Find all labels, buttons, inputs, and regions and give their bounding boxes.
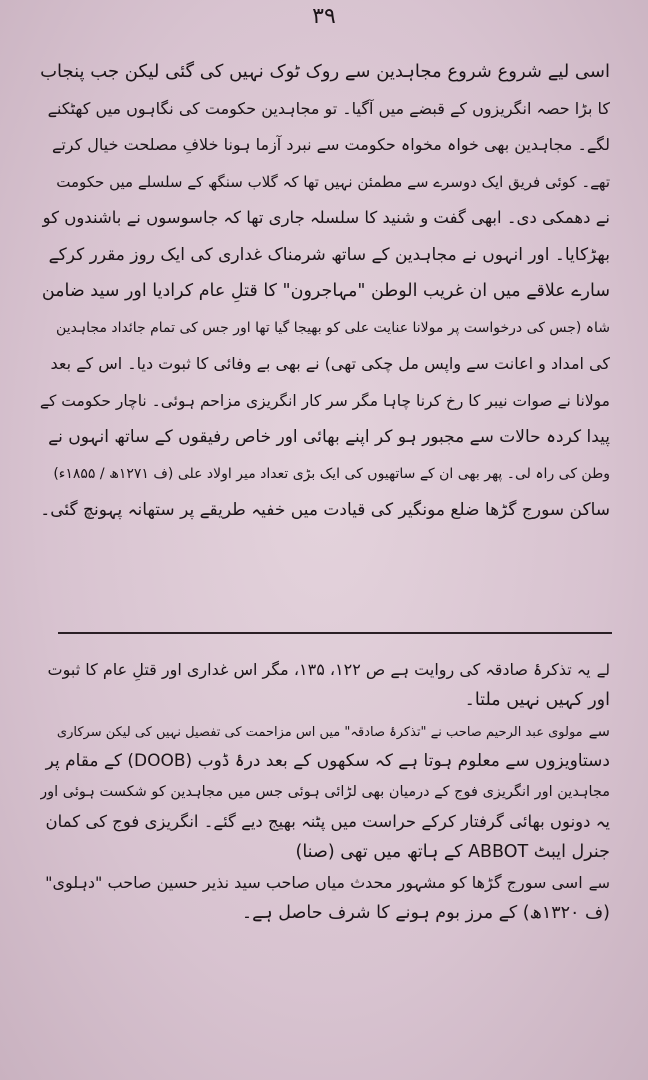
- footnote-line: مجاہدین اور انگریزی فوج کے درمیان بھی لڑائی ہوئی جس میں مجاہدین کو شکست ہوئی اور: [40, 783, 610, 800]
- body-line: بھڑکایا۔ اور انہوں نے مجاہدین کے ساتھ شرمناک غداری کی ایک روز مقرر کرکے: [48, 244, 610, 265]
- footnote-text: مولوی عبد الرحیم صاحب نے "تذکرۂ صادقہ" میں اس مزاحمت کی تفصیل نہیں کی لیکن سرکاری: [56, 724, 583, 740]
- footnote-line: یہ دونوں بھائی گرفتار کرکے حراست میں پٹنہ بھیج دیے گئے۔ انگریزی فوج کی کمان: [45, 811, 610, 831]
- footnote-line: [40, 655, 610, 685]
- footnote-mark: لے: [596, 661, 610, 679]
- footnote-text: اسی سورج گڑھا کو مشہور محدث میاں صاحب سید نذیر حسین صاحب "دہلوی": [45, 872, 583, 892]
- body-line: اسی لیے شروع شروع مجاہدین سے روک ٹوک نہیں کی گئی لیکن جب پنجاب: [40, 61, 610, 82]
- footnote-text: یہ تذکرۂ صادقہ کی روایت ہے ص ۱۲۲، ۱۳۵، مگر اس غداری اور قتلِ عام کا ثبوت: [47, 660, 591, 679]
- footnote-line: جنرل ایبٹ ABBOT کے ہاتھ میں تھی (صنا): [295, 842, 610, 863]
- body-line: کی امداد و اعانت سے واپس مل چکی تھی) نے بھی بے وفائی کا ثبوت دیا۔ اس کے بعد: [50, 354, 610, 373]
- footnote-line: (ف ۱۳۲۰ھ) کے مرز بوم ہونے کا شرف حاصل ہے۔: [241, 903, 610, 924]
- body-line: ساکن سورج گڑھا ضلع مونگیر کی قیادت میں خفیہ طریقے پر ستھانہ پہونچ گئی۔: [40, 500, 610, 520]
- body-line: کا بڑا حصہ انگریزوں کے قبضے میں آگیا۔ تو مجاہدین حکومت کی نگاہوں میں کھٹکنے: [47, 98, 610, 118]
- body-line: تھے۔ کوئی فریق ایک دوسرے سے مطمئن نہیں تھا کہ گلاب سنگھ کے سلسلے میں حکومت: [56, 172, 610, 191]
- footnote-mark: سے: [588, 721, 610, 740]
- footnote-line: دستاویزوں سے معلوم ہوتا ہے کہ سکھوں کے بعد درۂ ڈوب (DOOB) کے مقام پر: [45, 751, 610, 772]
- body-line: شاہ (جس کی درخواست پر مولانا عنایت علی کو بھیجا گیا تھا اور جس کی تمام جائداد مجاہدین: [56, 319, 610, 336]
- body-line: سارے علاقے میں ان غریب الوطن "مہاجرون" کا قتلِ عام کرادیا اور سید ضامن: [41, 281, 610, 301]
- body-line: نے دھمکی دی۔ ابھی گفت و شنید کا سلسلہ جاری تھا کہ جاسوسوں نے باشندوں کو: [42, 208, 610, 227]
- footnote-mark: سے: [588, 873, 610, 892]
- footnote-line: اور کہیں نہیں ملتا۔: [464, 690, 610, 711]
- footnote-line: [40, 716, 610, 746]
- body-line: مولانا نے صوات نیبر کا رخ کرنا چاہا مگر سر کار انگریزی مزاحم ہوئی۔ ناچار حکومت کے: [40, 391, 610, 410]
- footnotes: [40, 655, 610, 929]
- body-line: وطن کی راہ لی۔ پھر بھی ان کے ساتھیوں کی ایک بڑی تعداد میر اولاد علی (ف ۱۲۷۱ھ / ۱۸۵۵ء): [53, 465, 610, 482]
- body-line: پیدا کردہ حالات سے مجبور ہو کر اپنے بھائی اور خاص رفیقوں کے ساتھ انہوں نے: [48, 427, 610, 447]
- page-number: ۳۹: [312, 4, 336, 29]
- footnote-line: [40, 868, 610, 898]
- footnote-divider: [58, 632, 612, 634]
- main-text: [40, 54, 610, 529]
- body-line: لگے۔ مجاہدین بھی خواہ مخواہ حکومت سے نبرد آزما ہونا خلافِ مصلحت خیال کرتے: [51, 135, 610, 154]
